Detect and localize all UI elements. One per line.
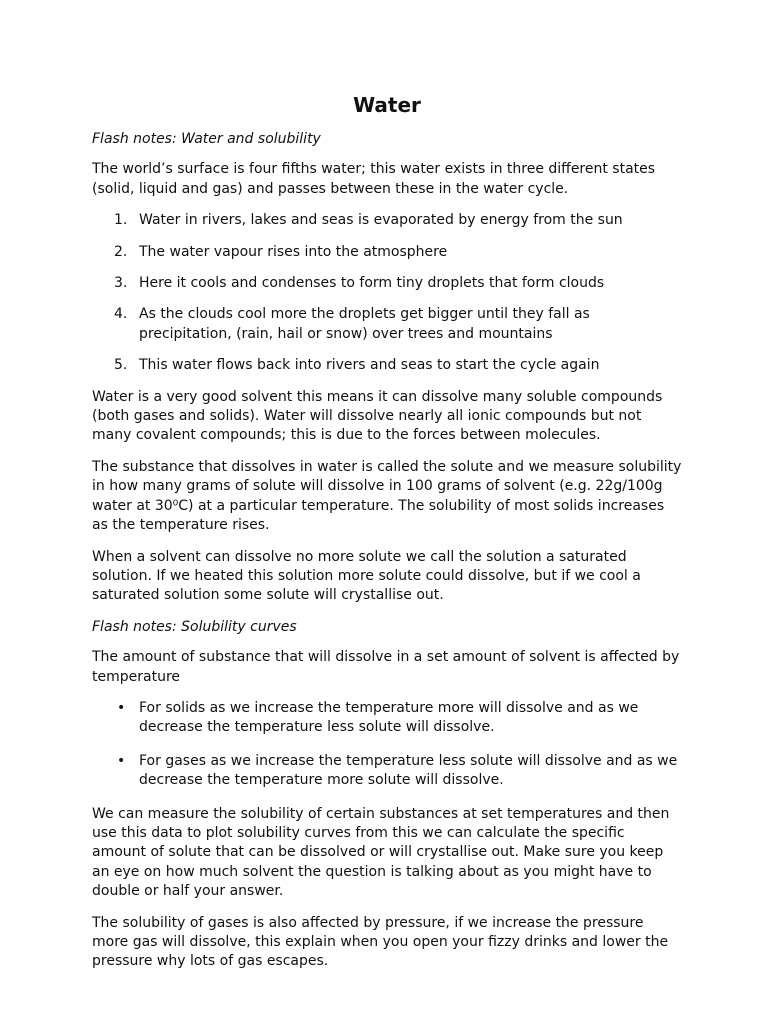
list-item [92,305,682,344]
document-page [92,92,682,984]
temperature-paragraph: The amount of substance that will dissolve in a set amount of solvent is affected by temperature [92,649,680,685]
solute-paragraph: The substance that dissolves in water is called the solute and we measure solubility in how many grams of solute will dissolve in 100 grams of solvent (e.g. 22g/100g water at 30⁰C) at a particular temperature. The solubility of most solids increases as the temperature rises. [92,458,682,534]
list-item [92,211,682,230]
solvent-paragraph: Water is a very good solvent this means it can dissolve many soluble compounds (both gases and solids). Water will dissolve nearly all ionic compounds but not many covalent compounds; this is due to the forces between molecules. [92,388,663,444]
list-item-text: This water flows back into rivers and seas to start the cycle again [139,357,600,374]
solubility-curves-paragraph: We can measure the solubility of certain substances at set temperatures and then use this data to plot solubility curves from this we can calculate the specific amount of solute that can be dissolved or will crystallise out. Make sure you keep an eye on how much solvent the question is talking about as you might have to double or half your answer. [92,805,670,900]
list-number: 5. [114,357,128,374]
list-number: 3. [114,275,128,292]
page-title: Water [353,93,421,117]
list-item [92,274,682,293]
saturated-paragraph: When a solvent can dissolve no more solute we call the solution a saturated solution. If we heated this solution more solute could dissolve, but if we cool a saturated solution some solute will crystallise out. [92,548,641,604]
pressure-paragraph: The solubility of gases is also affected by pressure, if we increase the pressure more gas will dissolve, this explain when you open your fizzy drinks and lower the pressure why lots of gas escapes. [92,914,669,970]
list-item [92,752,682,791]
list-item-text: As the clouds cool more the droplets get bigger until they fall as precipitation, (rain, hail or snow) over trees and mountains [139,306,590,342]
bullet-marker: • [117,699,126,716]
flash-note-solubility-curves: Flash notes: Solubility curves [92,618,297,635]
bullet-marker: • [117,752,126,769]
list-number: 4. [114,306,128,323]
list-item [92,243,682,262]
list-item-text: For gases as we increase the temperature less solute will dissolve and as we decrease the temperature more solute will dissolve. [139,752,678,789]
list-item-text: The water vapour rises into the atmosphere [139,243,448,260]
list-number: 2. [114,243,128,260]
list-item-text: Here it cools and condenses to form tiny droplets that form clouds [139,275,605,292]
intro-paragraph: The world’s surface is four fifths water; this water exists in three different states (solid, liquid and gas) and passes between these in the water cycle. [92,161,656,197]
list-item-text: Water in rivers, lakes and seas is evaporated by energy from the sun [139,212,623,229]
list-number: 1. [114,212,128,229]
list-item-text: For solids as we increase the temperature more will dissolve and as we decrease the temperature less solute will dissolve. [139,699,639,736]
temperature-bullet-list [92,699,682,791]
water-cycle-list [92,211,682,375]
list-item [92,699,682,738]
flash-note-water-solubility: Flash notes: Water and solubility [92,131,321,147]
list-item [92,356,682,375]
